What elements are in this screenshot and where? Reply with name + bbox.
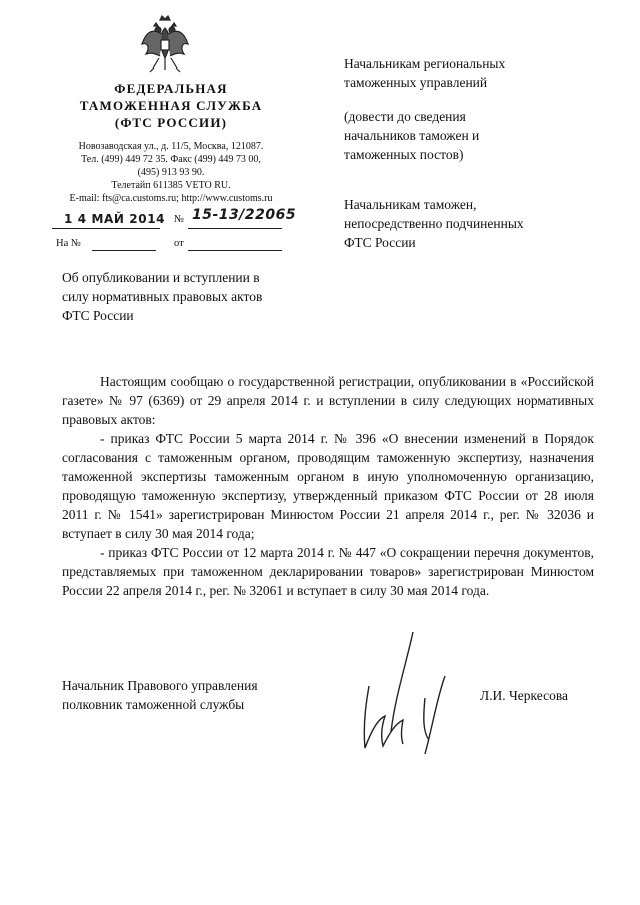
- handwritten-signature-icon: [355, 628, 465, 756]
- outgoing-date-stamp: 1 4 МАЙ 2014: [64, 212, 166, 226]
- letter-body: [62, 372, 594, 600]
- date-underline: [52, 228, 160, 229]
- body-intro: Настоящим сообщаю о государственной регистрации, опубликовании в «Российской газете» № 97 (6369) от 29 апреля 2014 г. и вступлении в силу следующих нормативных правовых актов:: [62, 374, 594, 427]
- body-item-order-396: - приказ ФТС России 5 марта 2014 г. № 396 «О внесении изменений в Порядок согласования с таможенным органом, проводящим таможенную экспертизу, назначения таможенной экспертизы таможенным органом в иную уполномоченную организацию, проводящую таможенную экспертизу, утвержденный приказом ФТС России от 28 июля 2011 г. № 1541» зарегистрирован Минюстом России 21 апреля 2014 г., рег. № 32036 и вступает в силу 30 мая 2014 года;: [62, 431, 594, 541]
- reply-from-label: от: [174, 238, 184, 249]
- body-item-order-447: - приказ ФТС России от 12 марта 2014 г. № 447 «О сокращении перечня документов, представляемых при таможенном декларировании товаров» зарегистрирован Минюстом России 22 апреля 2014 г., рег. № 32061 и вступает в силу 30 мая 2014 года.: [62, 545, 594, 598]
- outgoing-number: 15-13/22065: [192, 207, 297, 223]
- addressee-line: ФТС России: [344, 235, 416, 250]
- subject-line: ФТС России: [62, 308, 134, 323]
- position-line: полковник таможенной службы: [62, 697, 245, 712]
- addressee-note-line: начальников таможен и: [344, 128, 480, 143]
- addressee-customs: [344, 195, 614, 252]
- phone-2: (495) 913 93 90.: [137, 167, 205, 178]
- position-line: Начальник Правового управления: [62, 678, 258, 693]
- addressee-note-line: (довести до сведения: [344, 109, 466, 124]
- signatory-position: [62, 676, 258, 714]
- reply-date-line: [188, 250, 282, 251]
- subject-line: силу нормативных правовых актов: [62, 289, 263, 304]
- subject-block: [62, 268, 292, 325]
- outgoing-number-label: №: [174, 214, 185, 225]
- addressee-line: Начальникам таможен,: [344, 197, 477, 212]
- contacts-block: [55, 140, 287, 205]
- organization-block: [60, 80, 282, 131]
- signatory-name: Л.И. Черкесова: [480, 688, 569, 703]
- addressee-note: [344, 107, 614, 164]
- org-abbreviation: (ФТС РОССИИ): [114, 115, 228, 130]
- reply-to-label: На №: [56, 238, 81, 249]
- subject-line: Об опубликовании и вступлении в: [62, 270, 260, 285]
- reply-number-line: [92, 250, 156, 251]
- phone-fax: Тел. (499) 449 72 35. Факс (499) 449 73 00,: [81, 154, 261, 165]
- address: Новозаводская ул., д. 11/5, Москва, 121087.: [78, 141, 264, 152]
- addressee-regional: [344, 54, 614, 92]
- org-name-line1: ФЕДЕРАЛЬНАЯ: [114, 81, 228, 96]
- addressee-line: Начальникам региональных: [344, 56, 506, 71]
- number-underline: [188, 228, 282, 229]
- org-name-line2: ТАМОЖЕННАЯ СЛУЖБА: [79, 98, 263, 113]
- addressee-line: таможенных управлений: [344, 75, 488, 90]
- teletype: Телетайп 611385 VETO RU.: [111, 180, 231, 191]
- addressee-note-line: таможенных постов): [344, 147, 464, 162]
- addressee-line: непосредственно подчиненных: [344, 216, 524, 231]
- email-web: E-mail: fts@ca.customs.ru; http://www.customs.ru: [69, 193, 273, 204]
- russian-eagle-emblem-icon: [140, 14, 190, 76]
